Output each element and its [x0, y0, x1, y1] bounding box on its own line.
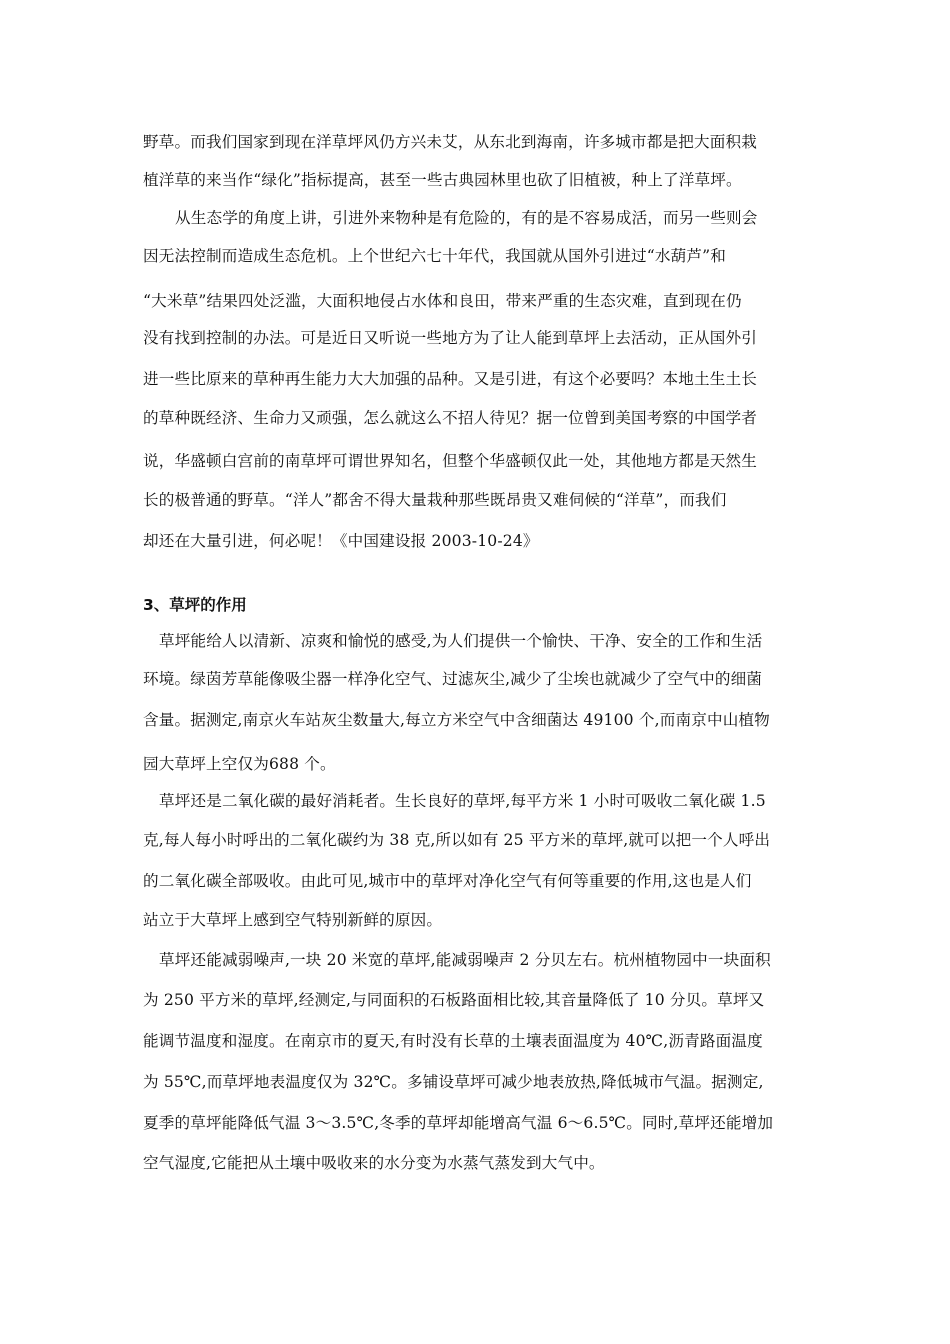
p2-line-1: 草坪还是二氧化碳的最好消耗者。生长良好的草坪,每平方米 1 小时可吸收二氧化碳 1.5: [159, 792, 766, 810]
p3-line-4: 为 55℃,而草坪地表温度仅为 32℃。多铺设草坪可减少地表放热,降低城市气温。据测定,: [143, 1073, 764, 1091]
ecology-line-1: 从生态学的角度上讲，引进外来物种是有危险的，有的是不容易成活，而另一些则会: [175, 209, 758, 227]
ecology-line-7: 说，华盛顿白宫前的南草坪可谓世界知名，但整个华盛顿仅此一处，其他地方都是天然生: [143, 452, 758, 470]
intro-line-2: 植洋草的来当作“绿化”指标提高，甚至一些古典园林里也砍了旧植被，种上了洋草坪。: [143, 171, 742, 189]
ecology-line-8: 长的极普通的野草。“洋人”都舍不得大量栽种那些既昂贵又难伺候的“洋草”，而我们: [143, 491, 727, 509]
p1-line-4: 园大草坪上空仅为688 个。: [143, 755, 336, 773]
p3-line-1: 草坪还能减弱噪声,一块 20 米宽的草坪,能减弱噪声 2 分贝左右。杭州植物园中一块面积: [159, 951, 771, 969]
p1-line-1: 草坪能给人以清新、凉爽和愉悦的感受,为人们提供一个愉快、干净、安全的工作和生活: [159, 632, 763, 650]
p2-line-2: 克,每人每小时呼出的二氧化碳约为 38 克,所以如有 25 平方米的草坪,就可以把一个人呼出: [143, 831, 771, 849]
p3-line-5: 夏季的草坪能降低气温 3～3.5℃,冬季的草坪却能增高气温 6～6.5℃。同时,草坪还能增加: [143, 1114, 774, 1132]
p3-line-2: 为 250 平方米的草坪,经测定,与同面积的石板路面相比较,其音量降低了 10 分贝。草坪又: [143, 991, 765, 1009]
ecology-line-6: 的草种既经济、生命力又顽强，怎么就这么不招人待见？据一位曾到美国考察的中国学者: [143, 409, 758, 427]
ecology-line-4: 没有找到控制的办法。可是近日又听说一些地方为了让人能到草坪上去活动，正从国外引: [143, 329, 758, 347]
p3-line-6: 空气湿度,它能把从土壤中吸收来的水分变为水蒸气蒸发到大气中。: [143, 1154, 605, 1172]
ecology-line-3: “大米草”结果四处泛滥，大面积地侵占水体和良田，带来严重的生态灾难，直到现在仍: [143, 292, 742, 310]
ecology-line-2: 因无法控制而造成生态危机。上个世纪六七十年代，我国就从国外引进过“水葫芦”和: [143, 247, 727, 265]
p2-line-4: 站立于大草坪上感到空气特别新鲜的原因。: [143, 911, 443, 929]
intro-line-1: 野草。而我们国家到现在洋草坪风仍方兴未艾，从东北到海南，许多城市都是把大面积栽: [143, 133, 758, 151]
p2-line-3: 的二氧化碳全部吸收。由此可见,城市中的草坪对净化空气有何等重要的作用,这也是人们: [143, 872, 752, 890]
p1-line-3: 含量。据测定,南京火车站灰尘数量大,每立方米空气中含细菌达 49100 个,而南京中山植物: [143, 711, 770, 729]
ecology-line-5: 进一些比原来的草种再生能力大大加强的品种。又是引进，有这个必要吗？本地土生土长: [143, 370, 758, 388]
p1-line-2: 环境。绿茵芳草能像吸尘器一样净化空气、过滤灰尘,减少了尘埃也就减少了空气中的细菌: [143, 670, 763, 688]
p3-line-3: 能调节温度和湿度。在南京市的夏天,有时没有长草的土壤表面温度为 40℃,沥青路面温度: [143, 1032, 763, 1050]
section-heading: 3、草坪的作用: [143, 596, 247, 614]
ecology-line-9: 却还在大量引进，何必呢！《中国建设报 2003-10-24》: [143, 532, 539, 550]
